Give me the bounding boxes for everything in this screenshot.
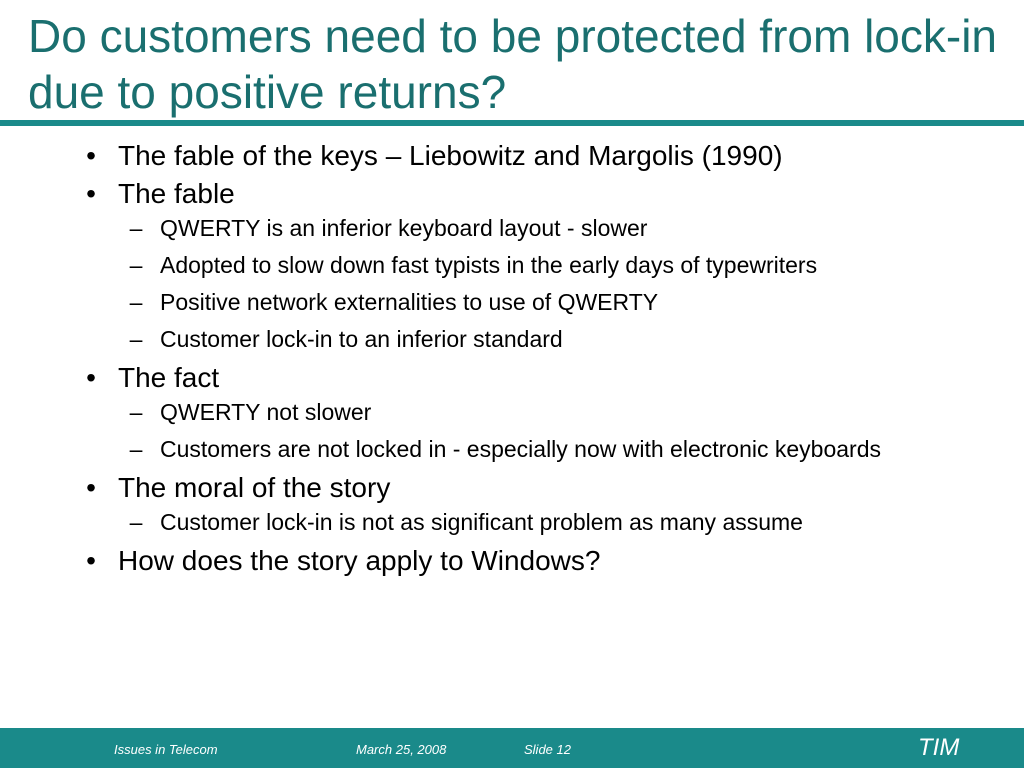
sub-bullet-marker: –	[129, 215, 143, 241]
sub-bullet-item	[116, 251, 900, 280]
sub-bullet-text: Positive network externalities to use of QWERTY	[160, 289, 659, 315]
bullet-text: The fact	[118, 362, 220, 393]
sub-bullet-marker: –	[129, 509, 143, 535]
sub-bullet-marker: –	[129, 326, 143, 352]
footer-course: Issues in Telecom	[114, 742, 218, 757]
sub-bullet-item	[116, 214, 900, 243]
bullet-text: The moral of the story	[118, 472, 391, 503]
sub-bullet-text: Customer lock-in is not as significant problem as many assume	[160, 509, 803, 535]
sub-bullet-item	[116, 325, 900, 354]
sub-bullet-text: Adopted to slow down fast typists in the early days of typewriters	[160, 252, 818, 278]
bullet-item	[76, 140, 996, 172]
sub-bullet-item	[116, 435, 900, 464]
sub-bullet-marker: –	[129, 399, 143, 425]
sub-bullet-item	[116, 508, 900, 537]
footer-date: March 25, 2008	[356, 742, 447, 757]
bullet-item	[76, 545, 996, 577]
title-divider	[0, 120, 1024, 126]
tim-logo: TIM	[918, 734, 960, 761]
slide-footer	[0, 728, 1024, 768]
sub-bullet-text: Customer lock-in to an inferior standard	[160, 326, 563, 352]
sub-bullet-list	[118, 508, 996, 537]
sub-bullet-marker: –	[129, 289, 143, 315]
sub-bullet-item	[116, 398, 900, 427]
bullet-item	[76, 178, 996, 354]
bullet-marker: •	[86, 362, 96, 393]
bullet-text: The fable	[118, 178, 235, 209]
bullet-item	[76, 472, 996, 537]
sub-bullet-list	[118, 398, 996, 464]
bullet-text: How does the story apply to Windows?	[118, 545, 601, 576]
sub-bullet-text: QWERTY not slower	[160, 399, 372, 425]
sub-bullet-text: Customers are not locked in - especially now with electronic keyboards	[160, 436, 881, 462]
sub-bullet-marker: –	[129, 252, 143, 278]
bullet-marker: •	[86, 472, 96, 503]
bullet-list	[76, 140, 996, 583]
bullet-item	[76, 362, 996, 464]
bullet-marker: •	[86, 140, 96, 171]
sub-bullet-marker: –	[129, 436, 143, 462]
bullet-marker: •	[86, 178, 96, 209]
sub-bullet-list	[118, 214, 996, 354]
slide-title: Do customers need to be protected from lock-in due to positive returns?	[28, 10, 998, 118]
bullet-text: The fable of the keys – Liebowitz and Margolis (1990)	[118, 140, 783, 171]
footer-slide-number: Slide 12	[524, 742, 571, 757]
sub-bullet-text: QWERTY is an inferior keyboard layout - slower	[160, 215, 648, 241]
bullet-marker: •	[86, 545, 96, 576]
sub-bullet-item	[116, 288, 900, 317]
